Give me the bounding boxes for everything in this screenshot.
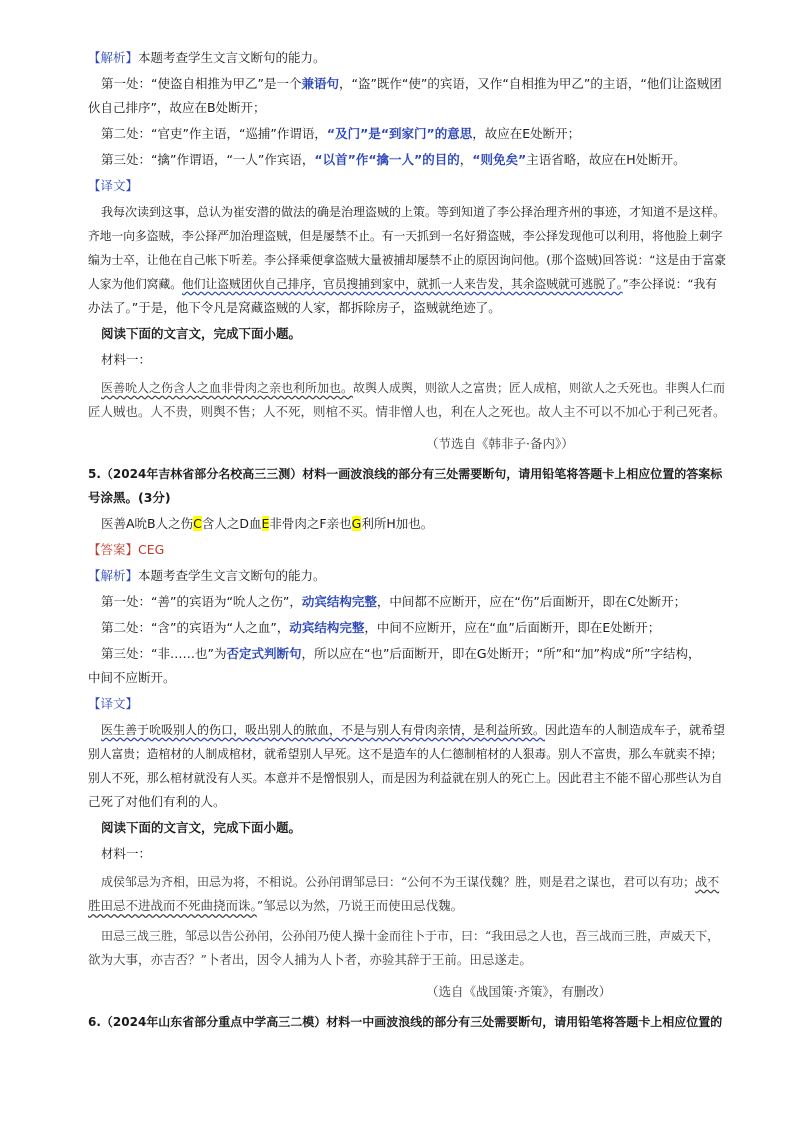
q4-analysis-header: 【解析】本题考查学生文言文断句的能力。	[88, 50, 326, 65]
q4-translation-line-5: 办法了。”于是，他下令凡是窝藏盗贼的人家，都拆除房子，盗贼就绝迹了。	[88, 300, 501, 315]
question-5-sentence: 医善A吮B人之伤C含人之D血E非骨肉之F亲也G利所H加也。	[101, 516, 434, 531]
analysis-label: 【解析】	[88, 50, 139, 65]
q5-analysis-point-2: 第二处：“含”的宾语为“人之血”，动宾结构完整，中间不应断开，应在“血”后面断开，即在E处断开；	[101, 620, 661, 635]
q4-analysis-point-3: 第三处：“擒”作谓语，“一人”作宾语，“以首”作“擒一人”的目的，“则免矣”主语省略，故应在H处断开。	[101, 152, 686, 167]
material-source: （节选自《韩非子·备内》）	[426, 436, 574, 451]
question-5-line-1: 5.（2024年吉林省部分名校高三三测）材料一画波浪线的部分有三处需要断句，请用铅笔将答题卡上相应位置的答案标	[88, 467, 723, 481]
option-c: C	[193, 516, 202, 531]
reading-prompt-2: 阅读下面的文言文，完成下面小题。	[101, 820, 302, 835]
q5-translation-line-3: 别人不死，那么棺材就没有人买。本意并不是憎恨别人，而是因为利益就在别人的死亡上。因此君主不能不留心那些认为自	[88, 771, 723, 785]
q4-translation-line-2: 齐地一向多盗贼，李公择严加治理盗贼，但是屡禁不止。有一天抓到一名好猾盗贼，李公择发现他可以利用，将他脸上刺字	[88, 229, 723, 243]
reading-prompt: 阅读下面的文言文，完成下面小题。	[101, 326, 302, 341]
q5-translation-line-4: 己死了对他们有利的人。	[88, 794, 226, 809]
material-2-line-1: 成侯邹忌为齐相，田忌为将，不相说。公孙闬谓邹忌曰：“公何不为王谋伐魏？胜，则是君之谋也，君可以有功；战不	[101, 875, 720, 889]
q4-translation-label: 【译文】	[88, 178, 139, 193]
question-5-line-2: 号涂黑。(3分)	[88, 490, 171, 505]
q5-analysis-point-3-cont: 中间不应断开。	[88, 670, 176, 685]
q5-translation-label: 【译文】	[88, 696, 139, 711]
material-2-line-2: 胜田忌不进战而不死曲挠而诛。”邹忌以为然，乃说王而使田忌伐魏。	[88, 898, 464, 913]
material-line-1: 医善吮人之伤含人之血非骨肉之亲也利所加也。故舆人成舆，则欲人之富贵；匠人成棺，则欲人之夭死也。非舆人仁而	[101, 381, 726, 395]
q5-analysis-header: 【解析】本题考查学生文言文断句的能力。	[88, 568, 326, 583]
q5-analysis-point-3: 第三处：“非……也”为否定式判断句，所以应在“也”后面断开，即在G处断开；“所”和“加”构成“所”字结构，	[101, 646, 701, 661]
material-2-line-4: 欲为大事，亦吉否？”卜者出，因令人捕为人卜者，亦验其辞于王前。田忌遂走。	[88, 952, 532, 967]
material-label: 材料一：	[101, 352, 152, 367]
material-line-2: 匠人贼也。人不贵，则舆不售；人不死，则棺不买。情非憎人也，利在人之死也。故人主不可以不加心于利己死者。	[88, 404, 726, 419]
q4-translation-line-4: 人家为他们窝藏。他们让盗贼团伙自己排序，官员搜捕到家中，就抓一人来告发，其余盗贼就可逃脱了。”李公择说：“我有	[88, 277, 718, 291]
q4-translation-line-1: 我每次读到这事，总认为崔安潜的做法的确是治理盗贼的上策。等到知道了李公择治理齐州的事迹，才知道不是这样。	[101, 205, 726, 219]
q5-translation-line-1: 医生善于吮吸别人的伤口，吸出别人的脓血，不是与别人有骨肉亲情，是利益所致。因此造车的人制造成车子，就希望	[101, 723, 726, 737]
option-e: E	[261, 516, 270, 531]
q4-analysis-point-1-cont: 伙自己排序”，故应在B处断开；	[88, 100, 266, 115]
q4-analysis-point-1: 第一处：“使盗自相推为甲乙”是一个兼语句，“盗”既作“使”的宾语，又作“自相推为甲乙”的主语，“他们让盗贼团	[101, 76, 722, 91]
material-2-source: （选自《战国策·齐策》，有删改）	[426, 984, 612, 999]
q4-translation-line-3: 编为士卒，让他在自己帐下听差。李公择乘便拿盗贼大量被捕却屡禁不止的原因询问他。(那个盗贼)回答说：“这是由于富豪	[88, 253, 727, 267]
q4-analysis-point-2: 第二处：“官吏”作主语，“巡捕”作谓语，“及门”是“到家门”的意思，故应在E处断开；	[101, 126, 581, 141]
material-2-line-3: 田忌三战三胜，邹忌以告公孙闬，公孙闬乃使人操十金而往卜于市，曰：“我田忌之人也，吾三战而三胜，声威天下，	[101, 929, 720, 943]
q5-translation-line-2: 别人富贵；造棺材的人制成棺材，就希望别人早死。这不是造车的人仁德制棺材的人狠毒。别人不富贵，那么车就卖不掉；	[88, 747, 723, 761]
question-6-line-1: 6.（2024年山东省部分重点中学高三二模）材料一中画波浪线的部分有三处需要断句，请用铅笔将答题卡上相应位置的	[88, 1015, 723, 1029]
answer-row	[88, 540, 164, 560]
answer-label: 【答案】	[88, 542, 139, 557]
material-label-2: 材料一：	[101, 846, 152, 861]
answer-value: CEG	[138, 542, 165, 557]
option-g: G	[351, 516, 362, 531]
q5-analysis-point-1: 第一处：“善”的宾语为“吮人之伤”，动宾结构完整，中间都不应断开，应在“伤”后面断开，即在C处断开；	[101, 594, 687, 609]
